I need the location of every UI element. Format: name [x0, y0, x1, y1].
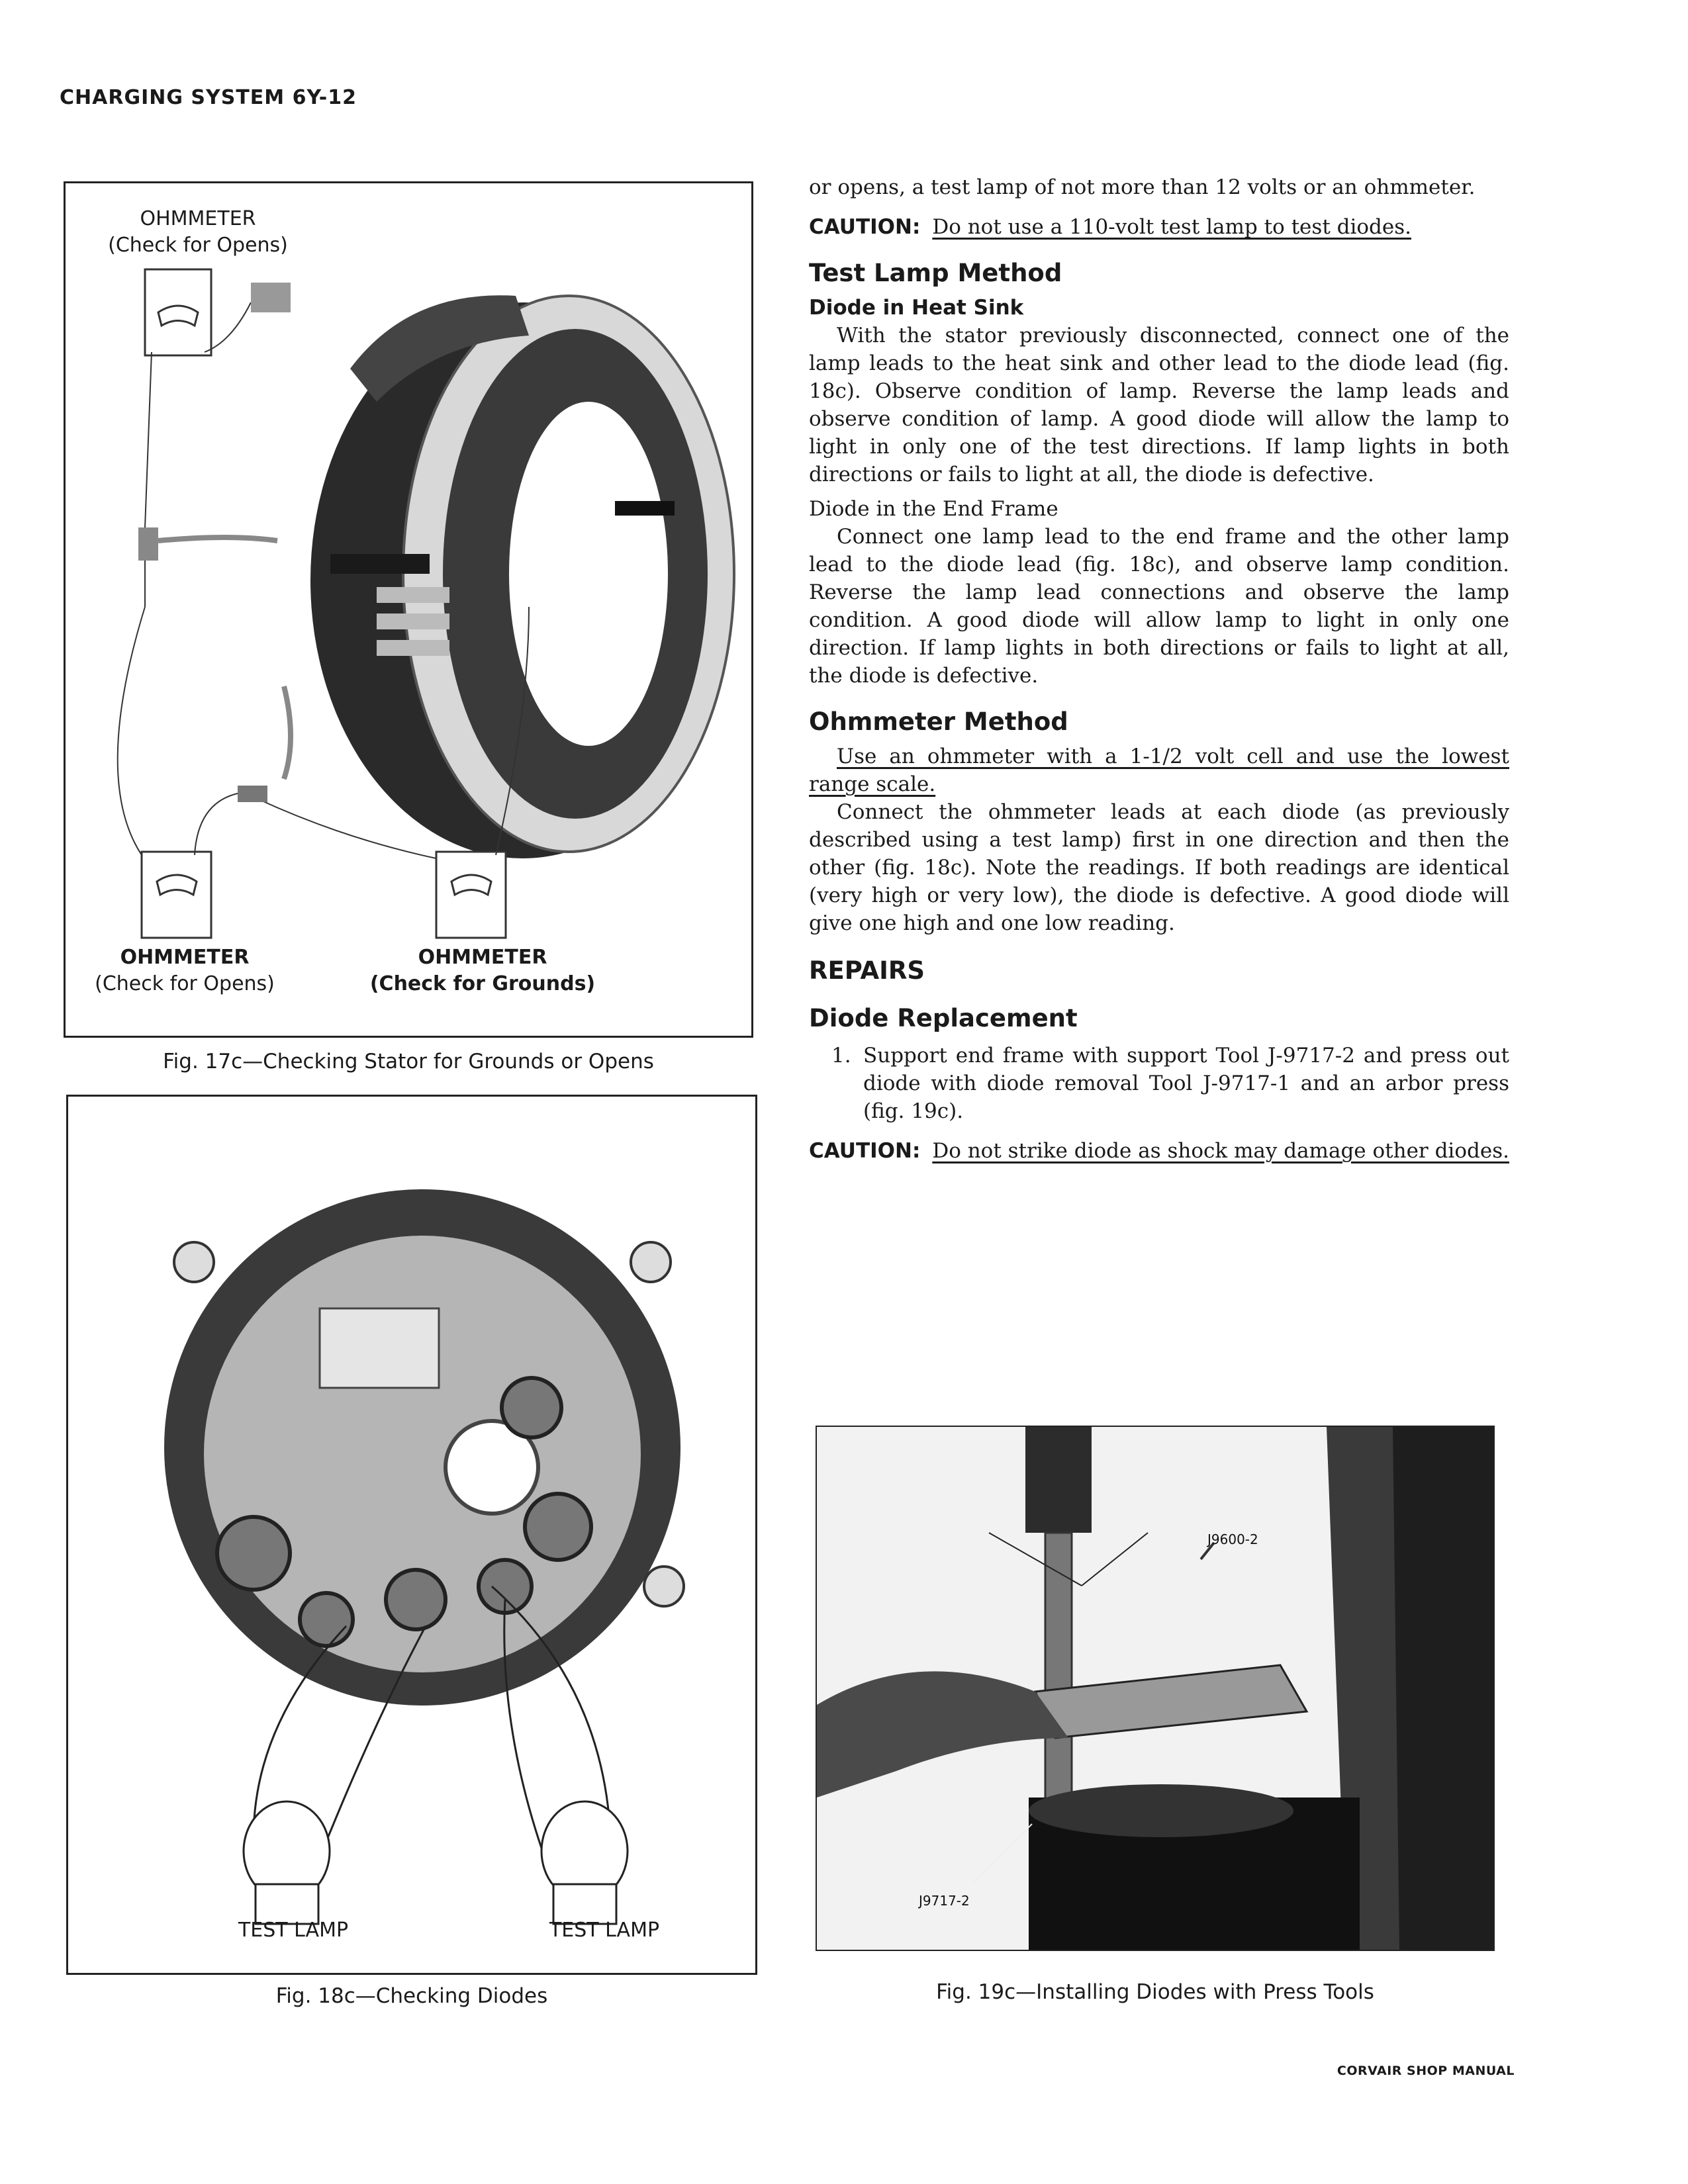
stator-illustration [66, 183, 751, 1036]
fig-19c-caption: Fig. 19c—Installing Diodes with Press Tools [936, 1980, 1374, 2004]
figure-19c [816, 1426, 1495, 1951]
heading-diode-replacement: Diode Replacement [809, 1004, 1078, 1032]
tool-label-j9600: J9600-2 [1207, 1531, 1258, 1547]
fig-18c-caption: Fig. 18c—Checking Diodes [275, 1984, 548, 2008]
text-column [809, 173, 1509, 1165]
press-photo [817, 1427, 1493, 1950]
step-1-text: Support end frame with support Tool J-9717-2 and press out diode with diode removal Tool J-9717-1 and an arbor press (fig. 19c). [863, 1044, 1509, 1123]
fig-17c-caption: Fig. 17c—Checking Stator for Grounds or Opens [163, 1050, 654, 1073]
heading-ohmmeter-method: Ohmmeter Method [809, 707, 1068, 736]
caution-1-word: CAUTION: [809, 215, 921, 239]
caution-1 [809, 213, 1509, 241]
ohmmeter-label-bottom-right [357, 944, 608, 997]
intro-text: or opens, a test lamp of not more than 12 volts or an ohmmeter. [809, 175, 1476, 199]
ohmmeter-label-top-title: OHMMETER [140, 207, 256, 230]
end-frame-illustration [68, 1097, 755, 1973]
heading-test-lamp-method: Test Lamp Method [809, 259, 1062, 287]
heading-diode-heat-sink: Diode in Heat Sink [809, 296, 1024, 320]
heading-diode-end-frame: Diode in the End Frame [809, 497, 1058, 521]
test-lamp-label-right: TEST LAMP [549, 1919, 660, 1942]
tool-label-j9717: J9717-2 [916, 1891, 972, 1910]
figure-17c [64, 181, 753, 1038]
para-end-frame: Connect one lamp lead to the end frame and the other lamp lead to the diode lead (fig. 18c), and observe lamp condition. Reverse the lamp lead connections and observe the lamp condition. A good diode will allow lamp to light in only one direction. If lamp lights in both directions or fails to light at all, the diode is defective. [809, 525, 1509, 688]
caution-1-text: Do not use a 110-volt test lamp to test diodes. [932, 215, 1411, 239]
step-1 [809, 1042, 1509, 1125]
para-heat-sink: With the stator previously disconnected, connect one of the lamp leads to the heat sink and other lead to the diode lead (fig. 18c). Observe condition of lamp. Reverse the lamp leads and observe condition of lamp. A good diode will allow the lamp to light in only one of the test directions. If lamp lights in both directions or fails to light at all, the diode is defective. [809, 324, 1509, 486]
caution-2 [809, 1137, 1509, 1165]
ohmmeter-label-top [79, 206, 317, 259]
step-1-number: 1. [831, 1044, 851, 1068]
ohmmeter-label-bl-sub: (Check for Opens) [95, 972, 275, 995]
caution-2-text: Do not strike diode as shock may damage other diodes. [932, 1139, 1509, 1163]
ohmmeter-label-bottom-left [72, 944, 297, 997]
ohmmeter-label-br-title: OHMMETER [418, 946, 547, 969]
test-lamp-label-left: TEST LAMP [238, 1919, 349, 1942]
para-ohmmeter-1-text: Use an ohmmeter with a 1-1/2 volt cell and use the lowest range scale. [809, 745, 1509, 796]
para-ohmmeter-1 [809, 743, 1509, 798]
page-header: CHARGING SYSTEM 6Y-12 [60, 86, 357, 109]
figure-18c [66, 1095, 757, 1975]
page-footer: CORVAIR SHOP MANUAL [1336, 2064, 1515, 2078]
para-ohmmeter-2: Connect the ohmmeter leads at each diode (as previously described using a test lamp) first in one direction and then the other (fig. 18c). Note the readings. If both readings are identical (very high or very low), the diode is defective. A good diode will give one high and one low reading. [809, 800, 1509, 935]
ohmmeter-label-br-sub: (Check for Grounds) [369, 972, 596, 995]
caution-2-word: CAUTION: [809, 1139, 921, 1163]
heading-repairs: REPAIRS [809, 956, 925, 985]
ohmmeter-label-bl-title: OHMMETER [120, 946, 250, 969]
ohmmeter-label-top-sub: (Check for Opens) [108, 234, 288, 257]
